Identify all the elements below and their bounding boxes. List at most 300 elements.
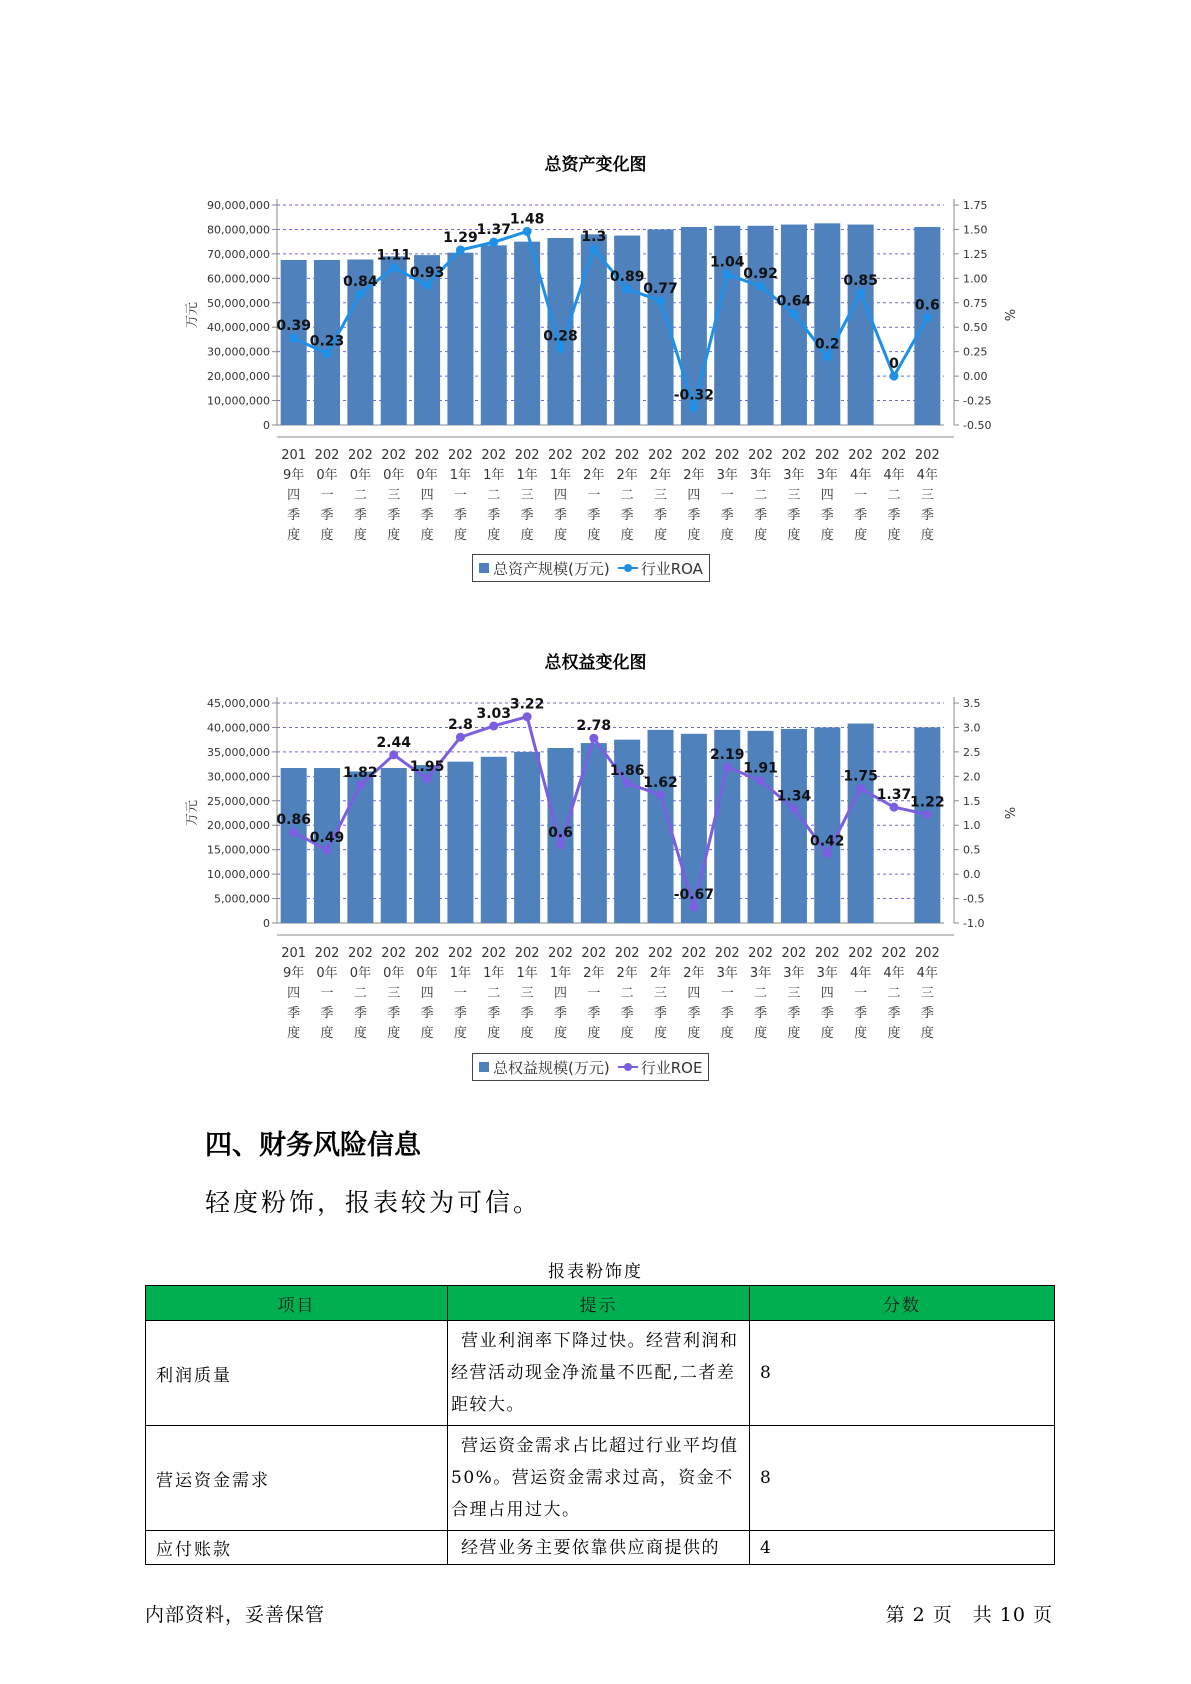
y-tick-label: 10,000,000 <box>207 868 270 882</box>
section-heading: 四、财务风险信息 <box>205 1130 421 1161</box>
total-equity-chart <box>0 678 1191 1048</box>
x-tick-label: 季 <box>353 508 367 523</box>
x-tick-label: 季 <box>920 508 934 523</box>
x-tick-label: 季 <box>453 508 467 523</box>
data-point <box>723 270 732 279</box>
table-row <box>146 1531 1055 1565</box>
x-tick-label: 季 <box>587 1006 601 1021</box>
data-point <box>823 849 832 858</box>
y-tick-label: 90,000,000 <box>207 199 270 212</box>
data-label: 0.92 <box>743 266 778 283</box>
bar <box>514 752 540 923</box>
y-axis-label: 万元 <box>185 301 200 329</box>
data-label: 1.75 <box>843 768 878 785</box>
x-tick-label: 1年 <box>549 966 572 981</box>
bar <box>914 227 940 425</box>
x-tick-label: 四 <box>420 488 434 503</box>
x-tick-label: 度 <box>287 1026 301 1041</box>
x-tick-label: 1年 <box>449 468 472 483</box>
x-tick-label: 3年 <box>716 468 738 483</box>
x-tick-label: 度 <box>287 528 301 543</box>
x-tick-label: 二 <box>487 488 501 503</box>
bar <box>914 727 940 923</box>
y-tick-label: 30,000,000 <box>207 345 270 359</box>
data-label: 0.2 <box>814 336 840 353</box>
x-tick-label: 一 <box>453 488 467 503</box>
y-tick-label: 15,000,000 <box>207 843 270 857</box>
column-header: 分数 <box>750 1286 1055 1321</box>
data-label: 0.6 <box>914 297 940 314</box>
x-tick-label: 一 <box>320 488 334 503</box>
y2-tick-label: 1.75 <box>963 199 988 212</box>
bar <box>481 757 507 923</box>
x-tick-label: 季 <box>520 1006 534 1021</box>
x-tick-label: 3年 <box>783 966 805 981</box>
x-tick-label: 季 <box>654 508 668 523</box>
x-tick-label: 季 <box>654 1006 668 1021</box>
x-tick-label: 四 <box>420 986 434 1001</box>
x-tick-label: 度 <box>620 1026 634 1041</box>
bar <box>814 223 840 425</box>
x-tick-label: 9年 <box>283 468 305 483</box>
x-tick-label: 度 <box>887 528 901 543</box>
x-tick-label: 三 <box>654 986 668 1001</box>
x-tick-label: 202 <box>381 448 407 463</box>
data-point <box>823 352 832 361</box>
x-tick-label: 度 <box>520 1026 534 1041</box>
table-caption: 报表粉饰度 <box>548 1262 643 1282</box>
data-label: 1.04 <box>709 254 745 271</box>
x-tick-label: 一 <box>587 986 601 1001</box>
x-tick-label: 四 <box>553 986 567 1001</box>
x-tick-label: 季 <box>820 508 834 523</box>
data-point <box>489 238 498 247</box>
page-number: 第 2 页 共 10 页 <box>885 1604 1053 1626</box>
x-tick-label: 季 <box>520 508 534 523</box>
y2-tick-label: 0.50 <box>963 321 988 335</box>
y2-tick-label: 1.0 <box>963 819 981 833</box>
table-header-row <box>146 1286 1055 1321</box>
x-tick-label: 0年 <box>316 468 338 483</box>
item-cell: 营运资金需求 <box>146 1426 448 1531</box>
x-tick-label: 202 <box>781 448 807 463</box>
data-point <box>623 285 632 294</box>
data-point <box>689 403 698 412</box>
x-tick-label: 季 <box>854 508 868 523</box>
x-tick-label: 季 <box>387 508 401 523</box>
x-tick-label: 度 <box>587 528 601 543</box>
x-tick-label: 202 <box>448 448 473 463</box>
data-label: 1.37 <box>876 787 912 804</box>
data-label: 1.37 <box>476 222 512 239</box>
x-tick-label: 度 <box>654 528 668 543</box>
x-tick-label: 1年 <box>549 468 572 483</box>
x-tick-label: 3年 <box>716 966 738 981</box>
x-tick-label: 202 <box>314 946 340 961</box>
data-label: 1.82 <box>343 765 378 782</box>
x-tick-label: 2年 <box>649 468 672 483</box>
y2-tick-label: 3.5 <box>963 697 981 710</box>
x-tick-label: 季 <box>587 508 601 523</box>
x-tick-label: 度 <box>453 1026 467 1041</box>
y-tick-label: 0 <box>263 917 270 930</box>
x-tick-label: 一 <box>587 488 601 503</box>
data-label: 0.42 <box>810 833 845 850</box>
data-point <box>789 804 798 813</box>
x-tick-label: 三 <box>787 488 801 503</box>
y2-tick-label: 1.25 <box>963 247 988 261</box>
column-header: 提示 <box>448 1286 750 1321</box>
total-assets-chart <box>0 180 1191 550</box>
y-tick-label: 0 <box>263 419 270 432</box>
x-tick-label: 9年 <box>283 966 305 981</box>
x-tick-label: 0年 <box>349 468 372 483</box>
x-tick-label: 3年 <box>816 966 838 981</box>
x-tick-label: 度 <box>887 1026 901 1041</box>
x-tick-label: 度 <box>787 1026 801 1041</box>
x-tick-label: 一 <box>854 986 868 1001</box>
x-tick-label: 季 <box>687 508 701 523</box>
bar <box>381 256 407 425</box>
x-tick-label: 202 <box>648 946 673 961</box>
data-point <box>856 784 865 793</box>
data-point <box>589 245 598 254</box>
data-point <box>556 840 565 849</box>
x-tick-label: 度 <box>854 528 868 543</box>
data-label: -0.32 <box>673 387 715 404</box>
bar <box>848 225 874 425</box>
y-tick-label: 45,000,000 <box>207 697 270 710</box>
bar <box>781 729 807 923</box>
x-tick-label: 度 <box>787 528 801 543</box>
x-tick-label: 202 <box>748 448 773 463</box>
x-tick-label: 一 <box>453 986 467 1001</box>
x-tick-label: 202 <box>347 448 373 463</box>
chart-title: 总权益变化图 <box>544 653 647 673</box>
line-legend-swatch <box>618 1062 638 1072</box>
x-tick-label: 四 <box>287 986 301 1001</box>
x-tick-label: 季 <box>887 1006 901 1021</box>
x-tick-label: 度 <box>387 1026 401 1041</box>
bar <box>614 236 640 425</box>
x-tick-label: 四 <box>287 488 301 503</box>
y-tick-label: 60,000,000 <box>207 272 270 286</box>
bar <box>814 727 840 923</box>
x-tick-label: 四 <box>553 488 567 503</box>
data-point <box>856 289 865 298</box>
data-label: 1.34 <box>776 788 812 805</box>
x-tick-label: 2年 <box>649 966 672 981</box>
x-tick-label: 202 <box>648 448 673 463</box>
data-label: 0.64 <box>776 293 812 310</box>
y-tick-label: 20,000,000 <box>207 819 270 833</box>
data-label: 1.86 <box>609 763 645 780</box>
x-tick-label: 1年 <box>483 468 505 483</box>
data-label: 2.44 <box>376 734 411 751</box>
bar <box>347 771 373 923</box>
x-tick-label: 度 <box>720 1026 734 1041</box>
x-tick-label: 季 <box>920 1006 934 1021</box>
x-tick-label: 202 <box>448 946 473 961</box>
data-point <box>756 776 765 785</box>
bar <box>481 245 507 425</box>
x-tick-label: 二 <box>887 986 901 1001</box>
x-tick-label: 二 <box>353 488 367 503</box>
x-tick-label: 2年 <box>616 468 638 483</box>
x-tick-label: 度 <box>720 528 734 543</box>
y-tick-label: 30,000,000 <box>207 770 270 784</box>
x-tick-label: 4年 <box>849 468 872 483</box>
y-tick-label: 50,000,000 <box>207 296 270 310</box>
x-tick-label: 季 <box>854 1006 868 1021</box>
bar <box>447 762 473 923</box>
bar <box>514 242 540 425</box>
x-tick-label: 三 <box>920 488 934 503</box>
data-point <box>556 344 565 353</box>
data-point <box>489 721 498 730</box>
data-label: 0.85 <box>843 273 878 289</box>
x-tick-label: 202 <box>848 448 874 463</box>
data-point <box>656 296 665 305</box>
data-point <box>323 349 332 358</box>
x-tick-label: 度 <box>420 1026 434 1041</box>
table-row <box>146 1321 1055 1426</box>
x-tick-label: 202 <box>881 448 907 463</box>
x-tick-label: 202 <box>781 946 807 961</box>
chart-legend <box>472 554 710 582</box>
x-tick-label: 度 <box>520 528 534 543</box>
x-tick-label: 202 <box>347 946 373 961</box>
x-tick-label: 202 <box>481 448 507 463</box>
bar <box>581 234 607 425</box>
x-tick-label: 3年 <box>783 468 805 483</box>
x-tick-label: 202 <box>414 448 440 463</box>
x-tick-label: 201 <box>281 946 307 961</box>
y2-tick-label: -0.5 <box>963 892 985 906</box>
x-tick-label: 202 <box>681 946 707 961</box>
x-tick-label: 季 <box>320 1006 334 1021</box>
data-point <box>789 309 798 318</box>
data-label: 0.23 <box>309 333 345 350</box>
x-tick-label: 一 <box>320 986 334 1001</box>
data-label: 2.78 <box>576 718 612 735</box>
x-tick-label: 2年 <box>683 468 705 483</box>
data-label: 0.6 <box>548 824 573 841</box>
x-tick-label: 202 <box>414 946 440 961</box>
x-tick-label: 度 <box>754 1026 768 1041</box>
y2-axis-label: % <box>1001 308 1016 322</box>
x-tick-label: 度 <box>820 1026 834 1041</box>
x-tick-label: 度 <box>487 528 501 543</box>
x-tick-label: 三 <box>654 488 668 503</box>
x-tick-label: 202 <box>581 946 607 961</box>
data-point <box>356 781 365 790</box>
bar <box>281 768 307 923</box>
x-tick-label: 0年 <box>316 966 338 981</box>
x-tick-label: 202 <box>381 946 407 961</box>
x-tick-label: 四 <box>687 488 701 503</box>
x-tick-label: 季 <box>453 1006 467 1021</box>
chart-legend <box>472 1053 709 1081</box>
x-tick-label: 三 <box>387 488 401 503</box>
bar-legend-swatch <box>479 563 489 573</box>
y2-tick-label: 0.25 <box>963 345 988 359</box>
x-tick-label: 度 <box>353 528 367 543</box>
y2-tick-label: 2.5 <box>963 745 981 759</box>
bar <box>447 253 473 425</box>
x-tick-label: 四 <box>820 488 834 503</box>
data-point <box>889 803 898 812</box>
x-tick-label: 四 <box>820 986 834 1001</box>
x-tick-label: 3年 <box>749 966 772 981</box>
y-tick-label: 40,000,000 <box>207 321 270 335</box>
legend-bar-label: 总权益规模(万元) <box>493 1058 610 1077</box>
x-tick-label: 季 <box>387 1006 401 1021</box>
data-point <box>656 790 665 799</box>
x-tick-label: 季 <box>820 1006 834 1021</box>
x-tick-label: 二 <box>754 986 768 1001</box>
x-tick-label: 季 <box>420 508 434 523</box>
x-tick-label: 度 <box>654 1026 668 1041</box>
x-tick-label: 季 <box>553 1006 567 1021</box>
hint-cell: 营业利润率下降过快。经营利润和经营活动现金净流量不匹配,二者差距较大。 <box>448 1321 750 1426</box>
data-label: 0.77 <box>643 280 678 297</box>
data-label: 0.93 <box>409 265 445 282</box>
x-tick-label: 202 <box>748 946 773 961</box>
risk-summary: 轻度粉饰，报表较为可信。 <box>205 1188 542 1217</box>
data-point <box>423 774 432 783</box>
data-label: 1.22 <box>910 794 945 811</box>
bar <box>414 765 440 923</box>
x-tick-label: 202 <box>614 946 640 961</box>
data-label: 1.11 <box>376 247 411 264</box>
y-tick-label: 5,000,000 <box>214 892 270 906</box>
x-tick-label: 一 <box>854 488 868 503</box>
x-tick-label: 0年 <box>416 468 438 483</box>
data-point <box>723 763 732 772</box>
x-tick-label: 度 <box>687 528 701 543</box>
x-tick-label: 四 <box>687 986 701 1001</box>
data-point <box>389 263 398 272</box>
x-tick-label: 0年 <box>416 966 438 981</box>
window-dressing-table <box>145 1285 1055 1565</box>
x-tick-label: 201 <box>281 448 307 463</box>
y2-tick-label: 2.0 <box>963 770 981 784</box>
legend-line-label: 行业ROE <box>640 1058 703 1077</box>
y-tick-label: 10,000,000 <box>207 394 270 408</box>
data-point <box>923 313 932 322</box>
x-tick-label: 季 <box>787 1006 801 1021</box>
data-label: 1.95 <box>409 758 445 775</box>
x-tick-label: 2年 <box>616 966 638 981</box>
x-tick-label: 0年 <box>383 966 405 981</box>
data-label: 1.29 <box>443 229 478 246</box>
bar <box>748 731 774 923</box>
x-tick-label: 202 <box>481 946 507 961</box>
x-tick-label: 202 <box>881 946 907 961</box>
data-point <box>323 846 332 855</box>
x-tick-label: 二 <box>487 986 501 1001</box>
x-tick-label: 度 <box>620 528 634 543</box>
x-tick-label: 季 <box>353 1006 367 1021</box>
data-point <box>289 828 298 837</box>
x-tick-label: 4年 <box>883 966 905 981</box>
data-point <box>889 372 898 381</box>
x-tick-label: 季 <box>620 508 634 523</box>
x-tick-label: 季 <box>487 508 501 523</box>
y2-tick-label: 3.0 <box>963 721 981 735</box>
x-tick-label: 季 <box>487 1006 501 1021</box>
footer-note: 内部资料，妥善保管 <box>145 1604 326 1626</box>
y2-tick-label: -0.25 <box>963 394 992 408</box>
data-point <box>756 282 765 291</box>
x-tick-label: 202 <box>314 448 340 463</box>
x-tick-label: 三 <box>520 488 534 503</box>
x-tick-label: 度 <box>453 528 467 543</box>
data-label: 0.28 <box>543 328 578 345</box>
bar <box>748 226 774 425</box>
x-tick-label: 1年 <box>516 468 538 483</box>
x-tick-label: 二 <box>353 986 367 1001</box>
table-row <box>146 1426 1055 1531</box>
x-tick-label: 二 <box>620 488 634 503</box>
y2-tick-label: 0.00 <box>963 370 988 384</box>
data-label: -0.67 <box>673 886 715 903</box>
x-tick-label: 三 <box>787 986 801 1001</box>
data-label: 0.86 <box>276 812 311 829</box>
y2-tick-label: 0.0 <box>963 868 981 882</box>
x-tick-label: 三 <box>387 986 401 1001</box>
x-tick-label: 度 <box>687 1026 701 1041</box>
y-tick-label: 35,000,000 <box>207 745 270 759</box>
x-tick-label: 二 <box>620 986 634 1001</box>
x-tick-label: 202 <box>681 448 707 463</box>
y-tick-label: 70,000,000 <box>207 247 270 261</box>
x-tick-label: 202 <box>814 946 840 961</box>
data-point <box>456 733 465 742</box>
item-cell: 应付账款 <box>146 1531 448 1565</box>
x-tick-label: 4年 <box>883 468 905 483</box>
x-tick-label: 1年 <box>516 966 538 981</box>
x-tick-label: 2年 <box>683 966 705 981</box>
data-label: 0.89 <box>609 269 645 286</box>
x-tick-label: 202 <box>548 946 573 961</box>
x-tick-label: 2年 <box>583 966 605 981</box>
x-tick-label: 季 <box>720 508 734 523</box>
x-tick-label: 1年 <box>483 966 505 981</box>
item-cell: 利润质量 <box>146 1321 448 1426</box>
y-tick-label: 80,000,000 <box>207 223 270 237</box>
x-tick-label: 202 <box>581 448 607 463</box>
data-label: 0.39 <box>276 317 311 334</box>
x-tick-label: 季 <box>887 508 901 523</box>
data-label: 0 <box>889 356 899 373</box>
x-tick-label: 2年 <box>583 468 605 483</box>
x-tick-label: 一 <box>720 986 734 1001</box>
data-label: 1.62 <box>643 774 678 791</box>
data-label: 0.49 <box>309 830 345 847</box>
x-tick-label: 二 <box>754 488 768 503</box>
score-cell: 4 <box>750 1531 1055 1565</box>
x-tick-label: 季 <box>420 1006 434 1021</box>
column-header: 项目 <box>146 1286 448 1321</box>
hint-cell: 营运资金需求占比超过行业平均值50%。营运资金需求过高，资金不合理占用过大。 <box>448 1426 750 1531</box>
x-tick-label: 4年 <box>916 966 938 981</box>
data-point <box>589 734 598 743</box>
x-tick-label: 202 <box>514 946 540 961</box>
line-legend-swatch <box>618 563 638 573</box>
score-cell: 8 <box>750 1321 1055 1426</box>
